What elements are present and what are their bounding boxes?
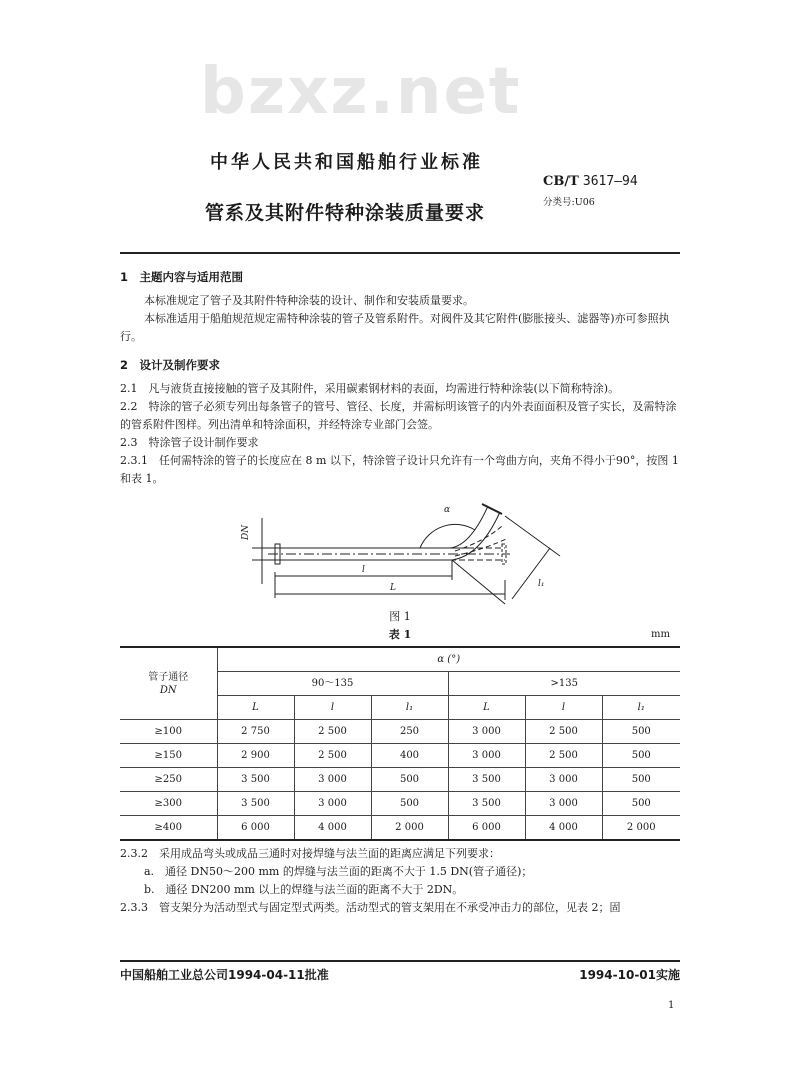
section-1-heading: 1 主题内容与适用范围 bbox=[120, 270, 244, 284]
document-title: 管系及其附件特种涂装质量要求 bbox=[205, 202, 486, 224]
section-1-para-2: 本标准适用于船舶规范规定需特种涂装的管子及管系附件。对阀件及其它附件(膨胀接头、滤器等)亦可参照执行。 bbox=[120, 312, 670, 343]
value-cell: 2 500 bbox=[525, 744, 602, 768]
implementation-date: 1994-10-01实施 bbox=[579, 968, 680, 982]
clause-2-2: 2.2 特涂的管子必须专列出每条管子的管号、管径、长度，并需标明该管子的内外表面面积及管子实长，及需特涂的管系附件图样。列出清单和特涂面积，并经特涂专业部门会签。 bbox=[120, 400, 677, 431]
dn-cell: ≥250 bbox=[120, 768, 217, 792]
group-header-90-135: 90～135 bbox=[217, 672, 448, 696]
value-cell: 500 bbox=[602, 720, 680, 744]
label-l: l bbox=[362, 565, 365, 575]
label-l1: l₁ bbox=[538, 579, 545, 589]
table-1-caption-row bbox=[120, 626, 680, 644]
value-cell: 500 bbox=[371, 792, 448, 816]
clause-2-3-2-item-b: b. 通径 DN200 mm 以上的焊缝与法兰面的距离不大于 2DN。 bbox=[144, 883, 464, 896]
l1-tip-line bbox=[505, 516, 560, 556]
angle-alpha-arc bbox=[420, 524, 475, 548]
dn-header-cell bbox=[120, 647, 217, 720]
value-cell: 3 500 bbox=[448, 792, 525, 816]
value-cell: 3 000 bbox=[294, 768, 371, 792]
value-cell: 6 000 bbox=[217, 816, 294, 841]
column-header: l bbox=[525, 696, 602, 720]
bend-bottom-edge bbox=[452, 512, 500, 560]
table-row bbox=[120, 768, 680, 792]
label-dn: DN bbox=[241, 524, 251, 540]
dn-cell: ≥400 bbox=[120, 816, 217, 841]
section-2-heading: 2 设计及制作要求 bbox=[120, 358, 221, 372]
standard-code-prefix: CB/T bbox=[543, 174, 579, 189]
column-header: L bbox=[217, 696, 294, 720]
table-1 bbox=[120, 646, 680, 841]
value-cell: 3 000 bbox=[525, 768, 602, 792]
value-cell: 4 000 bbox=[294, 816, 371, 841]
clause-2-1: 2.1 凡与液货直接接触的管子及其附件，采用碳素钢材料的表面，均需进行特种涂装(以下简称特涂)。 bbox=[120, 382, 620, 395]
value-cell: 250 bbox=[371, 720, 448, 744]
standard-code-number: 3617—94 bbox=[582, 174, 638, 189]
clause-2-3: 2.3 特涂管子设计制作要求 bbox=[120, 436, 259, 449]
classification-number: 分类号:U06 bbox=[543, 197, 595, 208]
value-cell: 3 000 bbox=[294, 792, 371, 816]
value-cell: 2 900 bbox=[217, 744, 294, 768]
section-1-para-1: 本标准规定了管子及其附件特种涂装的设计、制作和安装质量要求。 bbox=[144, 294, 474, 307]
table-row bbox=[120, 816, 680, 841]
value-cell: 500 bbox=[371, 768, 448, 792]
angle-header: α (°) bbox=[217, 647, 680, 672]
clause-2-3-1: 2.3.1 任何需特涂的管子的长度应在 8 m 以下，特涂管子设计只允许有一个弯曲方向，夹角不得小于90°，按图 1 和表 1。 bbox=[120, 454, 679, 485]
standard-body-title: 中华人民共和国船舶行业标准 bbox=[210, 152, 483, 173]
value-cell: 2 750 bbox=[217, 720, 294, 744]
l1-dimension-line bbox=[512, 548, 550, 599]
value-cell: 3 500 bbox=[217, 768, 294, 792]
page-number: 1 bbox=[668, 1000, 675, 1011]
dn-cell: ≥150 bbox=[120, 744, 217, 768]
value-cell: 3 000 bbox=[525, 792, 602, 816]
value-cell: 2 000 bbox=[371, 816, 448, 841]
label-alpha: α bbox=[444, 505, 451, 515]
value-cell: 3 500 bbox=[448, 768, 525, 792]
clause-2-3-2-item-a: a. 通径 DN50～200 mm 的焊缝与法兰面的距离不大于 1.5 DN(管子通径)； bbox=[144, 865, 533, 878]
column-header: l₁ bbox=[371, 696, 448, 720]
clause-2-3-2: 2.3.2 采用成品弯头或成品三通时对接焊缝与法兰面的距离应满足下列要求： bbox=[120, 847, 500, 860]
bend-alt-1 bbox=[455, 526, 502, 551]
table-1-caption: 表 1 bbox=[388, 628, 412, 641]
dn-header-line-1: 管子通径 bbox=[148, 671, 189, 683]
header-block bbox=[120, 55, 680, 250]
footer-divider bbox=[120, 960, 680, 962]
value-cell: 3 000 bbox=[448, 720, 525, 744]
value-cell: 3 000 bbox=[448, 744, 525, 768]
l1-extension-line bbox=[452, 560, 505, 604]
standard-code bbox=[543, 174, 638, 189]
value-cell: 2 000 bbox=[602, 816, 680, 841]
value-cell: 2 500 bbox=[525, 720, 602, 744]
table-row bbox=[120, 720, 680, 744]
bend-alt-2 bbox=[455, 538, 508, 556]
watermark: bzxz.net bbox=[200, 55, 522, 129]
document-body bbox=[120, 268, 680, 917]
figure-1-caption-row bbox=[120, 608, 680, 626]
dn-header-line-2: DN bbox=[159, 684, 177, 696]
column-header: l₁ bbox=[602, 696, 680, 720]
value-cell: 6 000 bbox=[448, 816, 525, 841]
group-header-gt-135: >135 bbox=[448, 672, 680, 696]
value-cell: 2 500 bbox=[294, 744, 371, 768]
clause-2-3-3: 2.3.3 管支架分为活动型式与固定型式两类。活动型式的管支架用在不承受冲击力的部位，见表 2；固 bbox=[120, 901, 621, 914]
figure-1-caption: 图 1 bbox=[389, 610, 411, 623]
value-cell: 3 500 bbox=[217, 792, 294, 816]
value-cell: 4 000 bbox=[525, 816, 602, 841]
dn-cell: ≥300 bbox=[120, 792, 217, 816]
header-divider bbox=[120, 252, 680, 254]
column-header: l bbox=[294, 696, 371, 720]
table-row bbox=[120, 744, 680, 768]
table-row bbox=[120, 792, 680, 816]
figure-1-pipe-diagram bbox=[230, 496, 570, 608]
column-header: L bbox=[448, 696, 525, 720]
approval-date: 中国船舶工业总公司1994-04-11批准 bbox=[120, 968, 329, 982]
table-1-unit: mm bbox=[651, 629, 670, 640]
value-cell: 500 bbox=[602, 744, 680, 768]
value-cell: 500 bbox=[602, 792, 680, 816]
value-cell: 400 bbox=[371, 744, 448, 768]
dn-cell: ≥100 bbox=[120, 720, 217, 744]
figure-1 bbox=[120, 496, 680, 608]
value-cell: 2 500 bbox=[294, 720, 371, 744]
value-cell: 500 bbox=[602, 768, 680, 792]
label-L: L bbox=[390, 583, 396, 593]
